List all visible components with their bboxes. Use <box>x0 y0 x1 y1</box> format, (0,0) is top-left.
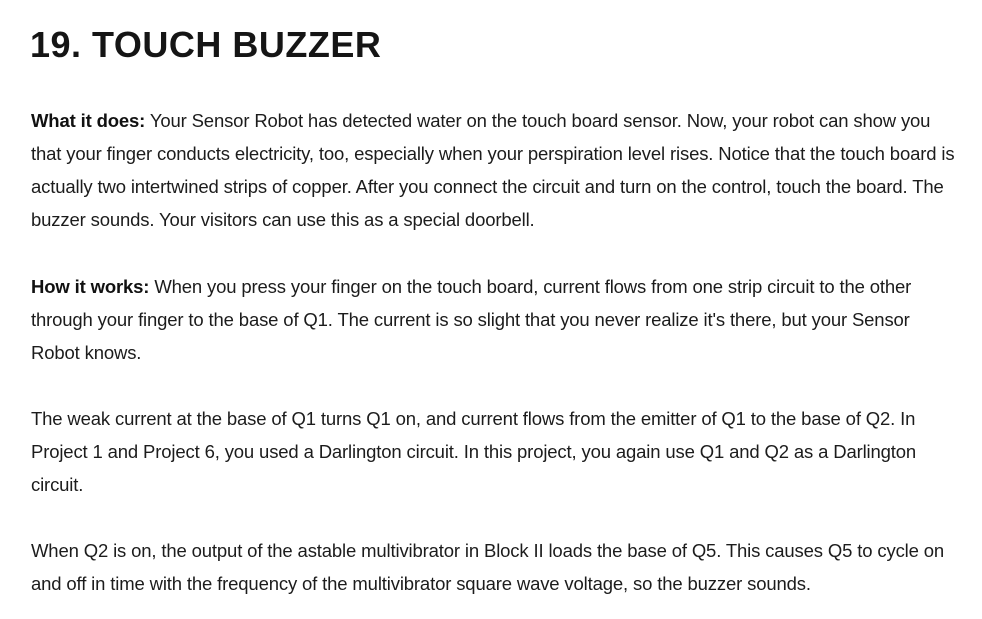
multivibrator-text: When Q2 is on, the output of the astable multivibrator in Block II loads the base of Q5. This causes Q5 to cycle on and off in time with the frequency of the multivibrator square wave voltage, so the buzzer sounds. <box>31 540 945 594</box>
what-it-does-paragraph <box>31 104 961 236</box>
what-it-does-heading: What it does: <box>31 110 146 131</box>
how-it-works-paragraph <box>31 270 961 369</box>
how-it-works-text: When you press your finger on the touch board, current flows from one strip circuit to the other through your finger to the base of Q1. The current is so slight that you never realize it's there, but your Sensor Robot knows. <box>31 276 912 363</box>
what-it-does-text: Your Sensor Robot has detected water on the touch board sensor. Now, your robot can show you that your finger conducts electricity, too, especially when your perspiration level rises. Notice that the touch board is actually two intertwined strips of copper. After you connect the circuit and turn on the control, touch the board. The buzzer sounds. Your visitors can use this as a special doorbell. <box>31 110 955 230</box>
darlington-paragraph <box>31 402 961 501</box>
page-title: 19. TOUCH BUZZER <box>30 24 382 65</box>
how-it-works-heading: How it works: <box>31 276 150 297</box>
darlington-text: The weak current at the base of Q1 turns Q1 on, and current flows from the emitter of Q1 to the base of Q2. In Project 1 and Project 6, you used a Darlington circuit. In this project, you again use Q1 and Q2 as a Darlington circuit. <box>31 408 917 495</box>
multivibrator-paragraph <box>31 534 961 600</box>
